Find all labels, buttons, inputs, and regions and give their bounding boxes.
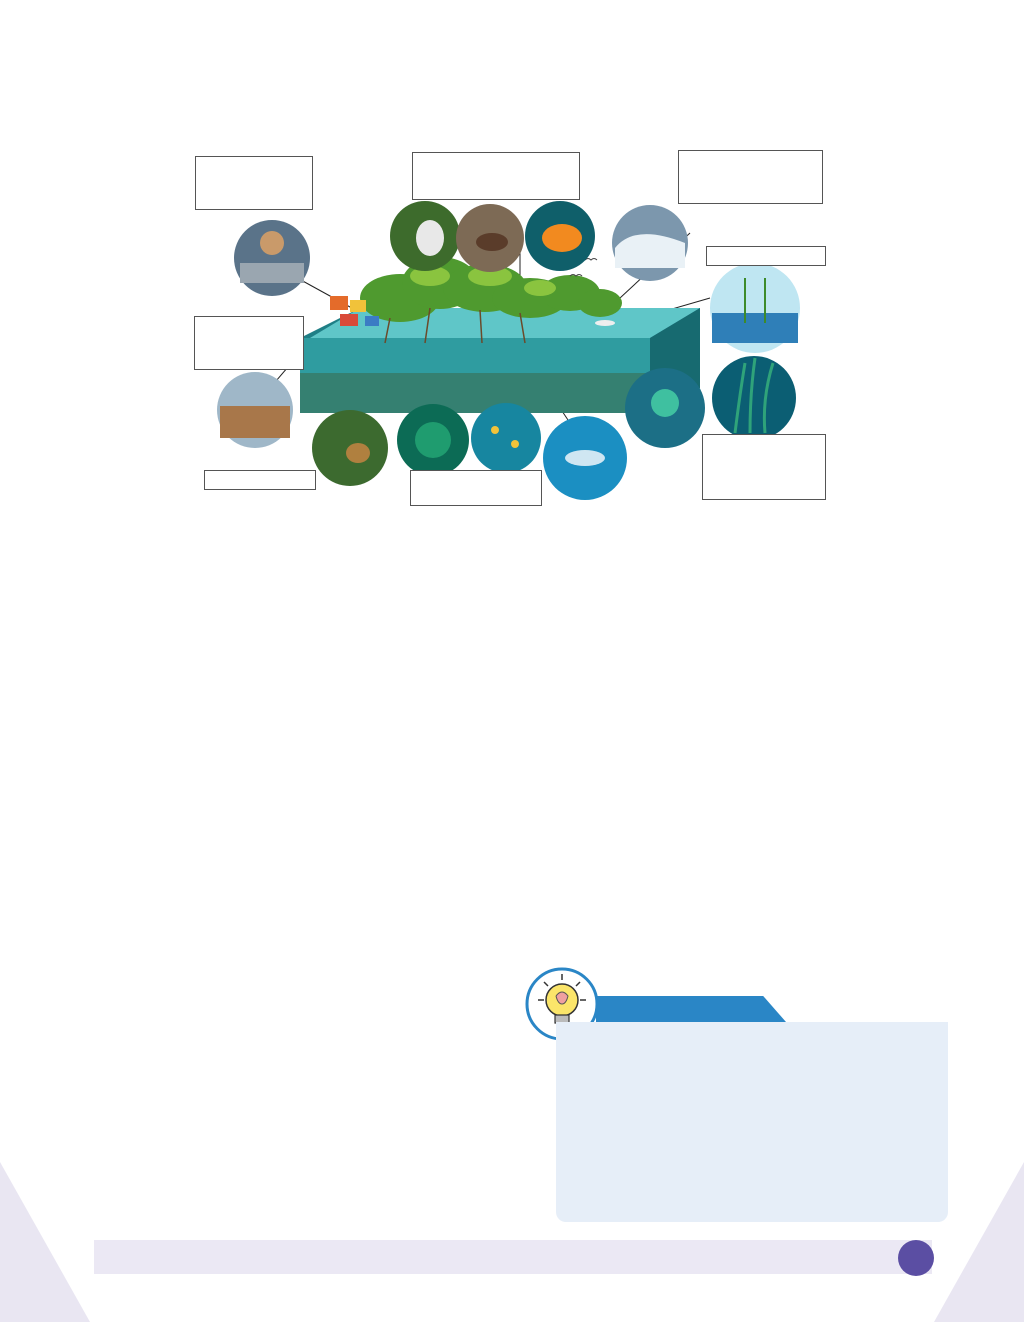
callout-timber [194,316,304,370]
ignite-title-band [596,996,786,1022]
callout-fodder [204,470,316,490]
callout-water-quality [410,470,542,506]
corner-decoration-left [0,1162,90,1322]
callout-blue-carbon [706,246,826,266]
ignite-your-mind-box [524,966,948,1226]
footer-band [94,1240,932,1274]
callout-buffer [678,150,823,204]
callout-ecosystem-link [702,434,826,500]
page-number-badge [898,1240,934,1276]
ignite-body [556,1022,948,1222]
callout-income-generation [195,156,313,210]
mangrove-ecosystem-figure [190,148,830,508]
callout-diverse-habitat [412,152,580,200]
